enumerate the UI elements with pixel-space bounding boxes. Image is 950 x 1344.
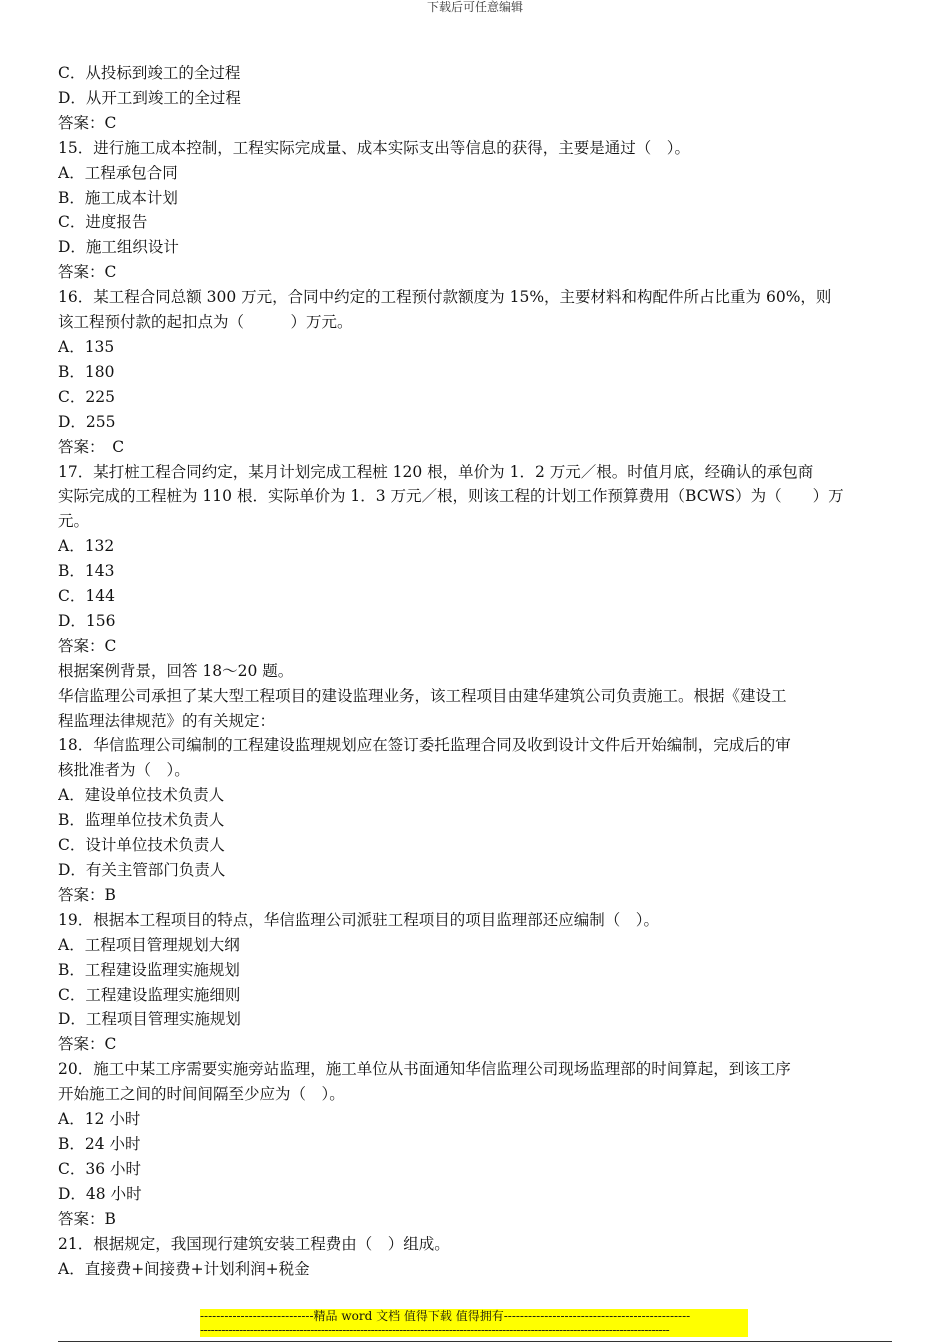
option-line: C．进度报告	[58, 213, 148, 232]
option-line: C．从投标到竣工的全过程	[58, 64, 241, 82]
question-19: 19．根据本工程项目的特点，华信监理公司派驻工程项目的项目监理部还应编制（ ）。	[58, 910, 659, 929]
option-line: D．从开工到竣工的全过程	[58, 88, 241, 107]
footer-line-1: ----------------------------精品 word 文档 值得下载 值得拥有----------------------------------------------	[200, 1309, 691, 1323]
option-line: A．132	[58, 537, 115, 556]
page-header: 下载后可任意编辑	[426, 0, 523, 14]
option-line: D．48 小时	[58, 1184, 142, 1203]
answer-line: 答案：C	[58, 1035, 117, 1054]
option-line: A．直接费+间接费+计划利润+税金	[58, 1259, 310, 1278]
option-line: C．设计单位技术负责人	[58, 836, 225, 855]
question-17-cont: 元。	[58, 512, 90, 531]
case-background: 华信监理公司承担了某大型工程项目的建设监理业务，该工程项目由建华建筑公司负责施工。根据《建设工	[58, 686, 787, 705]
answer-line: 答案：C	[58, 636, 117, 655]
option-line: C．36 小时	[58, 1159, 142, 1178]
question-21: 21．根据规定，我国现行建筑安装工程费由（ ）组成。	[58, 1234, 450, 1253]
question-16-cont: 该工程预付款的起扣点为（ ）万元。	[58, 313, 353, 332]
option-line: B．监理单位技术负责人	[58, 811, 225, 830]
option-line: D．工程项目管理实施规划	[58, 1010, 241, 1029]
question-15: 15．进行施工成本控制，工程实际完成量、成本实际支出等信息的获得，主要是通过（ ）。	[58, 138, 690, 157]
answer-line: 答案：B	[58, 885, 116, 904]
question-18: 18．华信监理公司编制的工程建设监理规划应在签订委托监理合同及收到设计文件后开始编制，完成后的审	[58, 736, 791, 755]
option-line: A．工程项目管理规划大纲	[58, 935, 240, 954]
question-17-cont: 实际完成的工程桩为 110 根．实际单价为 1．3 万元／根，则该工程的计划工作预算费用（BCWS）为（ ）万	[58, 487, 844, 506]
option-line: B．180	[58, 362, 115, 381]
option-line: D．156	[58, 611, 116, 630]
option-line: A．135	[58, 337, 115, 356]
document-body	[58, 61, 892, 1281]
answer-line: 答案： C	[58, 437, 125, 456]
option-line: A．12 小时	[58, 1110, 141, 1129]
option-line: D．255	[58, 412, 116, 431]
question-20-cont: 开始施工之间的时间间隔至少应为（ ）。	[58, 1085, 345, 1104]
option-line: C．工程建设监理实施细则	[58, 985, 241, 1004]
footer-banner	[200, 1309, 748, 1337]
case-background-cont: 程监理法律规范》的有关规定：	[58, 711, 276, 730]
option-line: A．工程承包合同	[58, 163, 178, 182]
answer-line: 答案：B	[58, 1209, 116, 1228]
question-17: 17．某打桩工程合同约定，某月计划完成工程桩 120 根，单价为 1．2 万元／根。时值月底，经确认的承包商	[58, 462, 814, 481]
option-line: B．工程建设监理实施规划	[58, 960, 240, 979]
option-line: A．建设单位技术负责人	[58, 786, 225, 805]
option-line: C．225	[58, 387, 115, 406]
option-line: B．施工成本计划	[58, 188, 178, 207]
footer-rule	[58, 1341, 892, 1342]
footer-line-2: ------------------------------------------------------------------------------------------------------------------------------------	[200, 1323, 670, 1337]
option-line: D．施工组织设计	[58, 238, 179, 257]
case-intro: 根据案例背景，回答 18～20 题。	[58, 661, 294, 680]
option-line: C．144	[58, 587, 115, 606]
answer-line: 答案：C	[58, 263, 117, 282]
option-line: D．有关主管部门负责人	[58, 861, 226, 879]
question-20: 20．施工中某工序需要实施旁站监理，施工单位从书面通知华信监理公司现场监理部的时间算起，到该工序	[58, 1060, 791, 1079]
answer-line: 答案：C	[58, 113, 117, 132]
option-line: B．24 小时	[58, 1134, 141, 1153]
question-18-cont: 核批准者为（ ）。	[58, 761, 190, 780]
question-16: 16．某工程合同总额 300 万元，合同中约定的工程预付款额度为 15%，主要材料和构配件所占比重为 60%，则	[58, 288, 832, 307]
option-line: B．143	[58, 562, 115, 581]
